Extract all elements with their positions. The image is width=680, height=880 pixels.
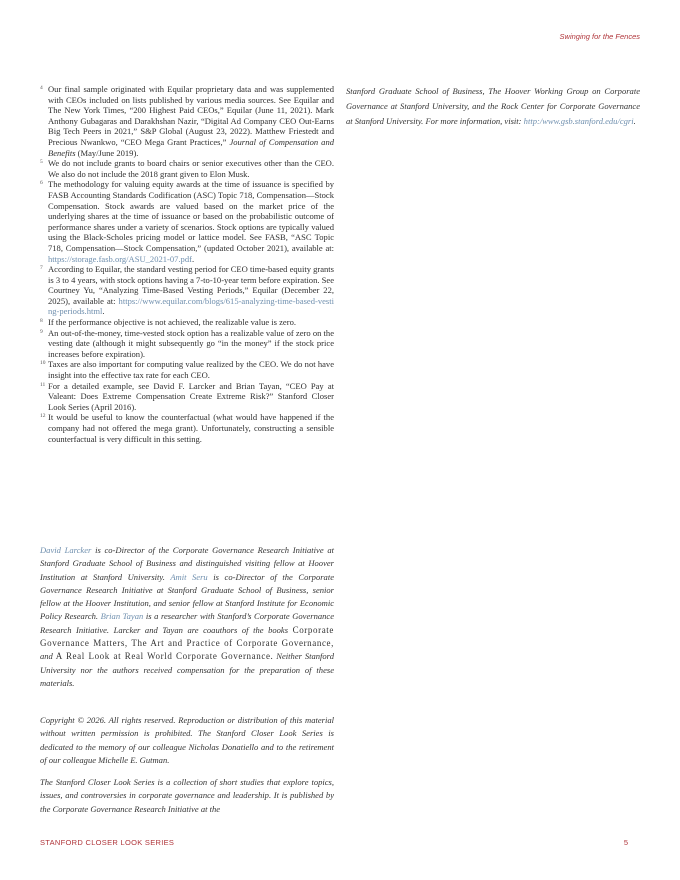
footnote-number: 4 [40, 85, 43, 91]
author-bio: David Larcker is co-Director of the Corporate Governance Research Initiative at Stanford Graduate School of Business and distinguished visiting fellow at Hoover Institution at Stanford University. Amit Seru is co-Director of the Corporate Governance Research Initiative at Stanford Graduate School of Business, senior fellow at the Hoover Institution, and senior fellow at Stanford Institute for Economic Policy Research. Brian Tayan is a researcher with Stanford’s Corporate Governance Research Initiative. Larcker and Tayan are coauthors of the books Corporate Governance Matters, The Art and Practice of Corporate Governance, and A Real Look at Real World Corporate Governance. Neither Stanford University nor the authors received compensation for the preparation of these materials. [40, 545, 335, 688]
footnote-number: 9 [40, 328, 43, 335]
author-link-seru[interactable]: Amit Seru [170, 571, 208, 582]
footnote-number: 6 [40, 180, 43, 187]
footnote-number: 7 [40, 265, 43, 272]
author-link-larcker[interactable]: David Larcker [40, 545, 92, 555]
book-titles: Corporate Governance Matters, The Art and Practice of Corporate Governance, [40, 624, 334, 649]
journal-title: Journal of Compensation and Benefits [48, 136, 334, 158]
series-description: The Stanford Closer Look Series is a collection of short studies that explore topics, issues, and controversies in corporate governance and leadership. It is published by the Corporate Governance Research Initiative at the [40, 777, 334, 814]
footnote-10: 10 Taxes are also important for computing value realized by the CEO. We do not have insight into the effective tax rate for each CEO. [40, 359, 334, 381]
cgri-link[interactable]: http:/www.gsb.stanford.edu/cgri [523, 116, 634, 126]
equilar-link[interactable]: https://www.equilar.com/blogs/615-analyzing-time-based-vesting-periods.html [48, 295, 334, 317]
footnote-7: 7 According to Equilar, the standard vesting period for CEO time-based equity grants is 3 to 4 years, with stock options having a 7-to-10-year term before expiration. See Courtney Yu, “Analyzing Time-Based Vesting Periods,” Equilar (December 22, 2025), available at: https://www.equilar.com/blogs/615-analyzing-time-based-vesting-periods.html. [40, 264, 334, 317]
footnote-12: 12 It would be useful to know the counterfactual (what would have happened if the company had not offered the mega grant). Unfortunately, constructing a sensible counterfactual is very difficult in this setting. [40, 412, 334, 444]
footer-series-name: STANFORD CLOSER LOOK SERIES [40, 838, 175, 847]
copyright-notice: Copyright © 2026. All rights reserved. Reproduction or distribution of this material without written permission is prohibited. The Stanford Closer Look Series is dedicated to the memory of our colleague Nicholas Donatiello and to the retirement of our colleague Michelle E. Gutman. [40, 715, 334, 765]
footnote-6: 6 The methodology for valuing equity awards at the time of issuance is specified by FASB Accounting Standards Codification (ASC) Topic 718, Compensation—Stock Compensation. Stock awards are valued based on the market price of the underlying shares at the time of issuance or based on the probabilistic outcome of performance shares under a variety of scenarios. Stock options are typically valued using the Black-Scholes pricing model or lattice model. See FASB, “ASC Topic 718, Compensation—Stock Compensation,” (updated October 2021), available at: https://storage.fasb.org/ASU_2021-07.pdf. [40, 179, 334, 264]
footnote-number: 12 [40, 413, 46, 420]
footnote-number: 11 [40, 381, 46, 388]
series-description-continued: Stanford Graduate School of Business, The Hoover Working Group on Corporate Governance at Stanford University, and the Rock Center for Corporate Governance at Stanford University. For more information, visit: http:/www.gsb.stanford.edu/cgri. [346, 86, 640, 126]
footnote-11: 11 For a detailed example, see David F. Larcker and Brian Tayan, “CEO Pay at Valeant: Does Extreme Compensation Create Extreme Risk?” Stanford Closer Look Series (April 2016). [40, 380, 334, 412]
footnote-8: 8 If the performance objective is not achieved, the realizable value is zero. [40, 317, 296, 328]
page-number: 5 [623, 838, 628, 847]
footnote-4: 4 Our final sample originated with Equilar proprietary data and was supplemented with CEOs included on lists published by various media sources. See Equilar and The New York Times, “200 Highest Paid CEOs,” Equilar (June 11, 2021). Mark Anthony Gubagaras and Darakhshan Nazir, “Digital Ad Company CEO Out-Earns Big Tech Peers in 2021,” S&P Global (August 23, 2022). Matthew Friestedt and Precious Nwankwo, “CEO Mega Grant Practices,” Journal of Compensation and Benefits (May/June 2019). [40, 84, 334, 158]
author-link-tayan[interactable]: Brian Tayan [100, 611, 144, 622]
book-title: A Real Look at Real World Corporate Governance. [55, 651, 274, 662]
fasb-link[interactable]: https://storage.fasb.org/ASU_2021-07.pdf [48, 253, 192, 264]
footnote-number: 5 [40, 159, 43, 166]
footnote-number: 10 [40, 360, 46, 367]
footnote-5: 5 We do not include grants to board chairs or senior executives other than the CEO. We also do not include the 2018 grant given to Elon Musk. [40, 158, 334, 179]
footnotes-list [40, 84, 334, 444]
footnote-9: 9 An out-of-the-money, time-vested stock option has a realizable value of zero on the vesting date (although it might subsequently go “in the money” if the stock price increases before expiration). [40, 327, 334, 359]
footnote-number: 8 [40, 318, 43, 325]
running-title: Swinging for the Fences [559, 32, 640, 41]
